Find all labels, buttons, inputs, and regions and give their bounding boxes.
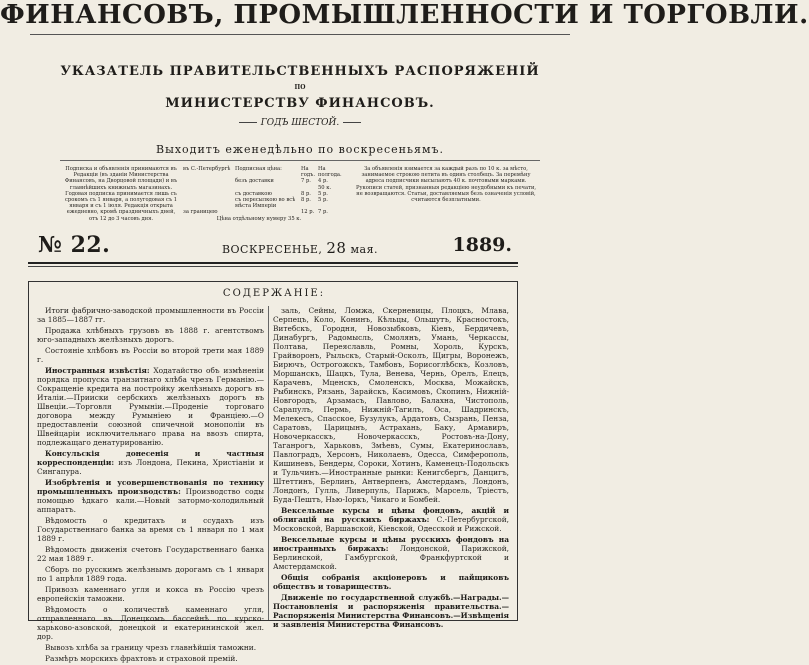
price-col-half: На полгода. xyxy=(318,166,342,179)
price-col-year: На годъ. xyxy=(301,166,315,179)
contents-item: Движеніе по государственной службѣ.—Награды.—Постановленія и распоряженія правительства.—Распоряженія Министерства Финансовъ.—Извѣщенія и заявленія Министерства Финансовъ. xyxy=(273,593,510,629)
issue-day: 28 xyxy=(326,239,347,257)
contents-item: Вывозъ хлѣба за границу чрезъ главнѣйшія таможни. xyxy=(45,643,257,652)
terms-rule xyxy=(60,160,540,161)
subscription-prices xyxy=(183,166,342,222)
contents-item: Изобрѣтенія и усовершенствованія по технику промышленныхъ производствъ: Производство соды помощью ѣдкаго кали.—Новый затормо-холодильный аппаратъ. xyxy=(37,478,264,514)
contents-item: Иностранныя извѣстія: Ходатайство объ измѣненіи порядка пропуска транзитнаго хлѣба чрезъ Германію.—Сокращеніе кредита на постройку желѣзныхъ дорогъ въ Италіи.—Прииски сербскихъ желѣзныхъ дорогъ въ Швеціи.—Торговля Румыніи.—Проденіе торговаго договора между Румыніею и Франціею.—О предоставленіи союзной спичечной монополіи въ Швейцаріи исключительнаго права на ввозъ спирта, подлежащаго денатурированію. xyxy=(37,366,264,447)
price-row-label xyxy=(235,209,301,215)
price-row-half: 7 р. xyxy=(318,209,328,216)
dash-right xyxy=(343,122,361,123)
price-row-label: съ пересылкою во всѣ мѣста Имперіи xyxy=(235,197,296,210)
price-row-year: 8 р. xyxy=(301,190,311,197)
contents-item: Вѣдомость движенія счетовъ Государственнаго банка 22 мая 1889 г. xyxy=(37,545,264,563)
subtitle-ministry: МИНИСТЕРСТВУ ФИНАНСОВЪ. xyxy=(165,96,435,111)
price-row-label: безъ доставки xyxy=(235,178,274,185)
contents-item: Общія собранія акціонеровъ и пайщиковъ обществъ и товариществъ. xyxy=(273,573,509,591)
column-divider xyxy=(268,306,269,620)
date-rule-thin xyxy=(28,266,518,267)
price-row-year: 7 р. xyxy=(301,178,311,185)
price-abroad: за границею xyxy=(183,209,218,216)
price-row-half: 5 р. xyxy=(318,190,328,197)
subtitle-po: ПО xyxy=(294,84,306,91)
contents-item: Продажа хлѣбныхъ грузовъ въ 1888 г. агентствомъ юго-западныхъ желѣзныхъ дорогъ. xyxy=(37,326,264,344)
issue-month: мая. xyxy=(350,243,379,256)
contents-item: Состояніе хлѣбовъ въ Россіи во второй трети мая 1889 г. xyxy=(37,346,264,364)
price-city: въ С.-Петербургѣ xyxy=(183,166,231,172)
issue-weekday: ВОСКРЕСЕНЬЕ, xyxy=(221,243,323,256)
advertising-terms: За объявленія взимается за каждый разъ по 10 к. за мѣсто, занимаемое строкою петита въ одинъ столбецъ. За перемѣну адреса подписчики высылаютъ 40 к. почтовыми марками. Рукописи статей, признанныя редакціею неудобными къ печати, не возвращаются. Статьи, доставляемыя безъ означенія условій, считаются безплатными. xyxy=(355,166,537,204)
subtitle-index: УКАЗАТЕЛЬ ПРАВИТЕЛЬСТВЕННЫХЪ РАСПОРЯЖЕНІЙ xyxy=(60,64,540,79)
contents-title: СОДЕРЖАНІЕ: xyxy=(222,288,326,299)
contents-item: Вѣдомость о кредитахъ и ссудахъ изъ Государственнаго банка за время съ 1 января по 1 мая 1889 г. xyxy=(37,516,264,543)
contents-left-column xyxy=(37,306,264,665)
contents-item: Привозъ каменнаго угля и кокса въ Россію чрезъ европейскія таможни. xyxy=(37,585,264,603)
contents-box xyxy=(28,281,518,663)
contents-item: Сборъ по русскимъ желѣзнымъ дорогамъ съ 1 января по 1 апрѣля 1889 года. xyxy=(37,565,264,583)
masthead-title: ФИНАНСОВЪ, ПРОМЫШЛЕННОСТИ И ТОРГОВЛИ. xyxy=(0,0,809,30)
price-row-half: 4 р. 50 к. xyxy=(318,178,332,191)
price-row-half: 5 р. xyxy=(318,197,328,204)
contents-item: Консульскія донесенія и частныя корреспонденціи: изъ Лондона, Пекина, Христіаніи и Сингапура. xyxy=(37,449,264,476)
contents-item: заль, Сейны, Ломжа, Скерневицы, Плоцкъ, Млава, Серпецъ, Коло, Конинъ, Кѣльцы, Ольшутъ, Красностокъ, Витебскъ, Городня, Новозыбковъ, Кіевъ, Бердичевъ, Динабургъ, Радомысль, Смолянъ, Умань, Черкассы, Полтава, Переяславль, Ромны, Хороль, Курскъ, Грайворонъ, Рыльскъ, Старый-Осколъ, Щигры, Воронежъ, Бирючъ, Острогожскъ, Тамбовъ, Борисоглѣбскъ, Козловъ, Моршанскъ, Шацкъ, Тула, Венева, Чернь, Орелъ, Елецъ, Карачевъ, Мценскъ, Смоленскъ, Москва, Можайскъ, Рыбинскъ, Рязань, Зарайскъ, Касимовъ, Скопинъ, Нижній-Новгородъ, Арзамасъ, Павлово, Балахна, Чистополь, Сарапулъ, Пермь, Нижній-Тагилъ, Оса, Шадринскъ, Мелекесъ, Спасское, Бузулукъ, Ардатовъ, Сызрань, Пенза, Саратовъ, Царицынъ, Астрахань, Баку, Армавиръ, Новочеркасскъ, Новочеркасскъ, Ростовъ-на-Дону, Таганрогъ, Харьковъ, Змѣевъ, Сумы, Екатеринославъ, Павлоградъ, Херсонъ, Николаевъ, Одесса, Симферополь, Кишиневъ, Бендеры, Сороки, Хотинъ, Каменецъ-Подольскъ и Тульчинъ.—Иностранные рынки: Кенигсбергъ, Данцигъ, Штеттинъ, Берлинъ, Антверпенъ, Амстердамъ, Лондонъ, Лондонъ, Гулль, Ливерпуль, Парижъ, Марсель, Тріестъ, Буда-Пештъ, Нью-Іоркъ, Чикаго и Бомбей. xyxy=(273,306,509,504)
contents-right-column xyxy=(273,306,509,631)
masthead-rule xyxy=(30,34,570,35)
year-label: ГОДЪ ШЕСТОЙ. xyxy=(260,118,340,128)
contents-item: Вексельные курсы и цѣны русскихъ фондовъ на иностранныхъ биржахъ: Лондонской, Парижской, Берлинской, Гамбургской, Франкфуртской и Амстердамской. xyxy=(273,535,510,571)
contents-item: Вѣдомость о количествѣ каменнаго угля, отправленнаго въ Донецкомъ бассейнѣ по курско-харьково-азовской, донецкой и екатерининской жел. дор. xyxy=(37,605,264,641)
price-table xyxy=(183,166,342,216)
price-row-label: съ доставкою xyxy=(235,190,272,197)
issue-number: № 22. xyxy=(38,232,111,258)
price-row-year: 8 р. xyxy=(301,197,311,204)
subscription-terms: Подписка и объявленія принимаются въ Редакціи (въ зданіи Министерства Финансовъ, на Дворцовой площади) и въ главнѣйшихъ книжныхъ магазинахъ. Годовая подписка принимается лишь съ срокомъ съ 1 января, а полугодовая съ 1 января и съ 1 іюля. Редакція открыта ежедневно, кромѣ праздничныхъ дней, отъ 12 до 3 часовъ дня. xyxy=(64,166,178,222)
date-rule-thick xyxy=(28,262,518,264)
dash-left xyxy=(239,122,257,123)
contents-item: Итоги фабрично-заводской промышленности въ Россіи за 1885—1887 гг. xyxy=(37,306,264,324)
year-line xyxy=(0,118,600,128)
price-row-year: 12 р. xyxy=(301,209,315,216)
contents-item: Вексельные курсы и цѣны фондовъ, акцій и облигацій на русскихъ биржахъ: С.-Петербургской, Московской, Варшавской, Кіевской, Одесской и Рижской. xyxy=(273,506,509,533)
price-heading: Подписная цѣна: xyxy=(235,166,282,172)
contents-item: Размѣръ морскихъ фрахтовъ и страховой премій. xyxy=(45,654,238,663)
weekly-notice: Выходитъ еженедѣльно по воскресеньямъ. xyxy=(156,143,444,156)
issue-year: 1889. xyxy=(452,234,512,256)
single-issue-price: Цѣна отдѣльному нумеру 35 к. xyxy=(216,215,302,222)
